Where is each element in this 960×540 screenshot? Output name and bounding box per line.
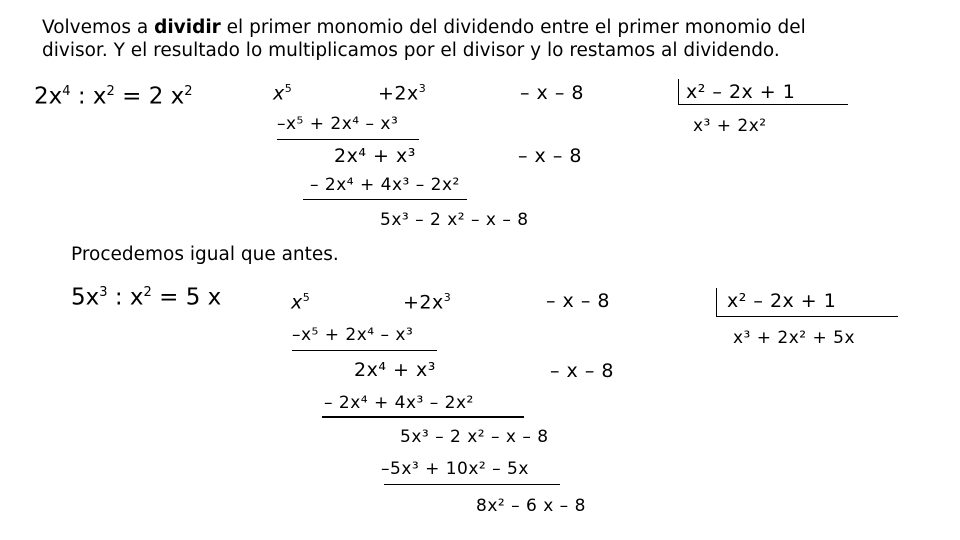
intro-text-1: Volvemos a [42,17,155,38]
step2-dividend-tail: – x – 8 [546,290,610,312]
step1-dividend-2x3 [378,83,426,103]
step1-dividend-2x3-base: +2x [378,82,419,105]
step2-dividend-2x3 [403,292,451,312]
step1-dividend-tail: – x – 8 [520,82,584,104]
intro-line-2: divisor. Y el resultado lo multiplicamos por el divisor y lo restamos al dividendo. [42,40,780,61]
step1-rule-result: = 2 x [114,83,185,110]
intro-line-1 [42,16,806,39]
step2-rule-line-1 [292,350,437,351]
step1-remainder-1a: 2x⁴ + x³ [334,145,416,167]
intro-text-2: el primer monomio del dividendo entre el primer monomio del [220,17,806,38]
step1-rule-line-1 [277,139,419,140]
step2-remainder-1b: – x – 8 [550,360,614,382]
step2-dividend-x5-exp: 5 [302,291,311,304]
step1-rule-exp-c: 2 [184,84,193,99]
step1-subtrahend-1: –x⁵ + 2x⁴ – x³ [277,114,399,134]
step2-remainder-1a: 2x⁴ + x³ [354,359,436,381]
step1-rule-exp-b: 2 [106,84,115,99]
step2-divisor: x² – 2x + 1 [727,290,837,312]
step2-dividend-2x3-exp: 3 [443,291,452,304]
middle-text: Procedemos igual que antes. [71,244,339,265]
step1-rule [34,85,193,109]
step1-dividend-2x3-exp: 3 [418,82,427,95]
step1-rule-lhs: 2x [34,83,63,110]
step1-quotient: x³ + 2x² [693,116,767,136]
intro-bold-word: dividir [154,17,221,38]
step2-rule-exp-a: 3 [99,285,108,300]
step2-divisor-vertical-bar [716,288,717,317]
step2-rule [71,286,221,310]
step1-divisor-vertical-bar [678,79,679,105]
step1-remainder-2: 5x³ – 2 x² – x – 8 [380,210,529,230]
step2-remainder-3: 8x² – 6 x – 8 [476,496,586,516]
step1-remainder-1b: – x – 8 [518,145,582,167]
step2-divisor-underline [716,316,898,317]
step1-divisor: x² – 2x + 1 [686,81,796,103]
step2-dividend-x5-base: x [291,291,303,314]
step2-dividend-x5 [291,292,310,312]
step1-rule-line-2 [303,199,467,200]
step1-subtrahend-2: – 2x⁴ + 4x³ – 2x² [310,175,460,195]
step2-rule-line-2 [322,416,524,418]
step2-quotient: x³ + 2x² + 5x [733,328,856,348]
step1-rule-exp-a: 4 [62,84,71,99]
step2-remainder-2: 5x³ – 2 x² – x – 8 [400,427,549,447]
step2-rule-result: = 5 x [151,284,222,311]
step2-rule-divisor: : x [107,284,144,311]
step1-divisor-underline [678,104,848,105]
step2-rule-lhs: 5x [71,284,100,311]
step2-dividend-2x3-base: +2x [403,291,444,314]
step1-dividend-x5 [273,83,292,103]
step1-dividend-x5-exp: 5 [284,82,293,95]
step1-rule-divisor: : x [70,83,107,110]
step2-rule-exp-b: 2 [143,285,152,300]
step2-rule-line-3 [384,484,560,485]
step2-subtrahend-1: –x⁵ + 2x⁴ – x³ [292,325,414,345]
step2-subtrahend-2: – 2x⁴ + 4x³ – 2x² [324,393,474,413]
step1-dividend-x5-base: x [273,82,285,105]
step2-subtrahend-3: –5x³ + 10x² – 5x [381,459,529,479]
